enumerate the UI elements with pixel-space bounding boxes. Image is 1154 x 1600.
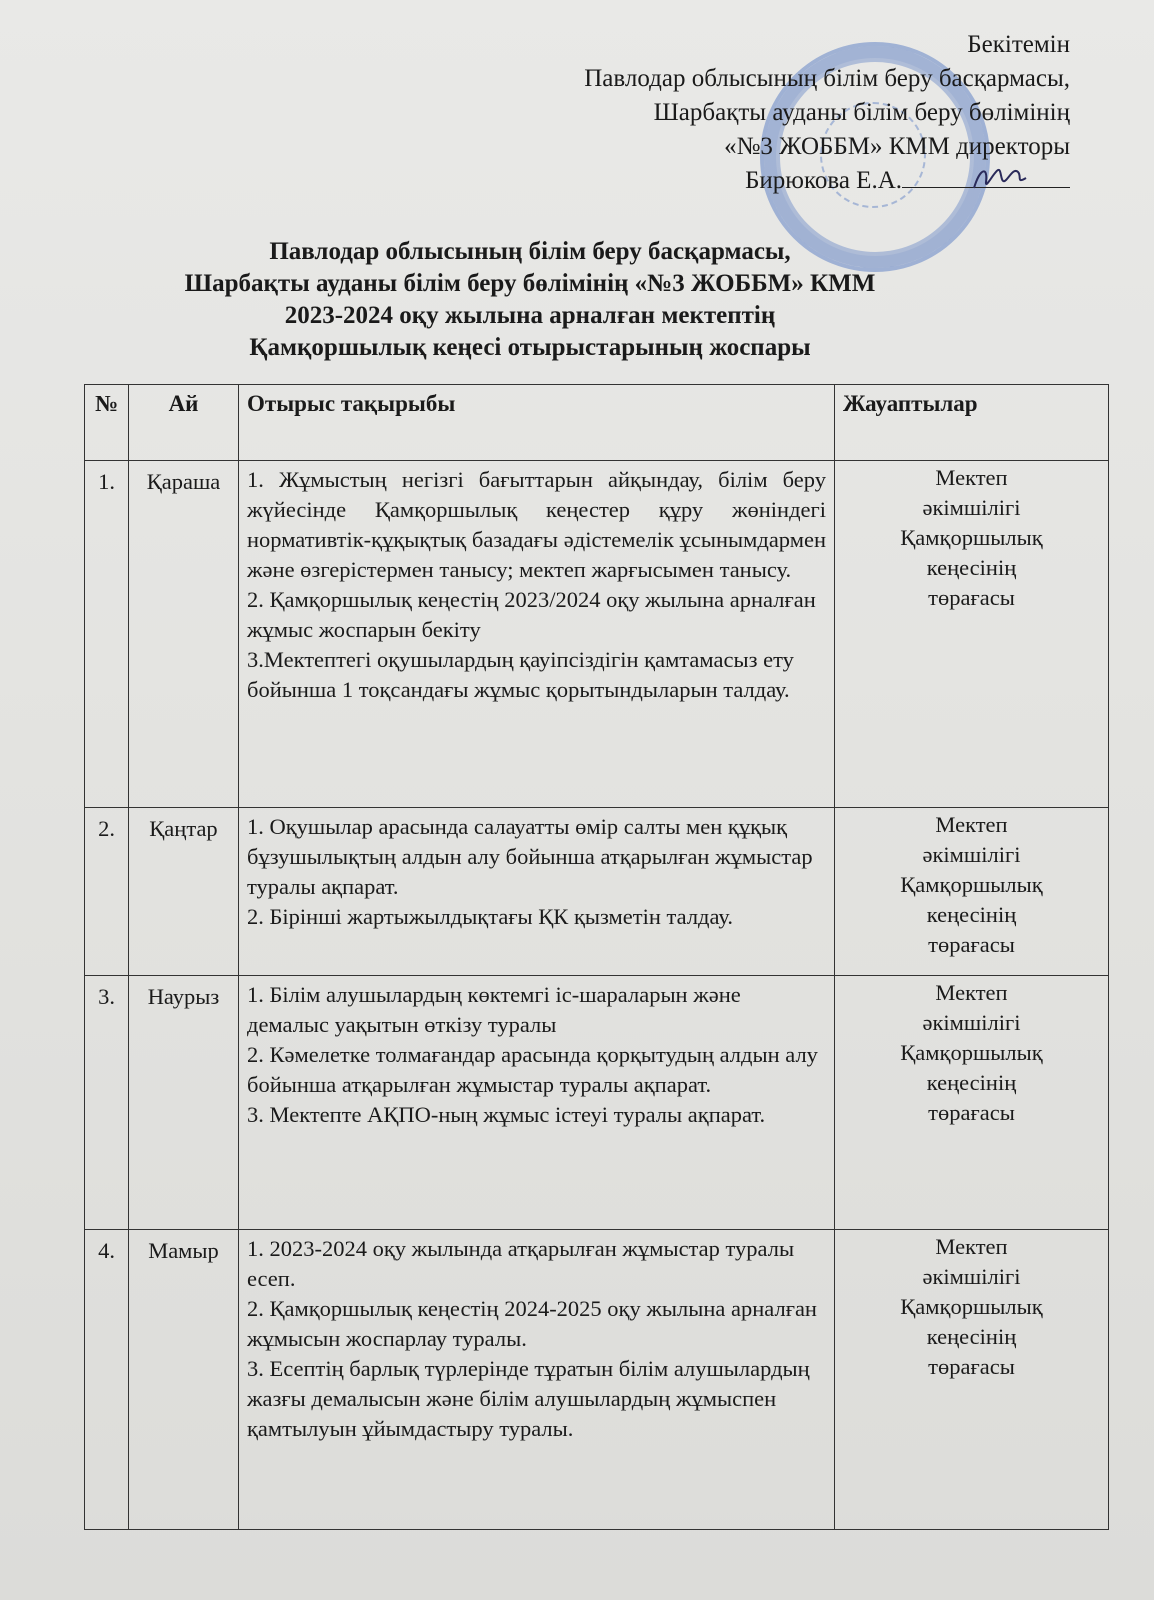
row-month: Наурыз [129, 976, 239, 1230]
row-number: 2. [85, 808, 129, 976]
approval-position: «№3 ЖОББМ» КММ директоры [724, 133, 1070, 160]
responsible-line: әкімшілігі [922, 842, 1021, 867]
responsible-line: төрағасы [928, 932, 1015, 957]
approval-heading: Бекітемін [967, 31, 1070, 58]
signatory-name: Бирюкова Е.А. [745, 167, 902, 194]
responsible-line: кеңесінің [926, 1070, 1017, 1095]
responsible-line: төрағасы [928, 1100, 1015, 1125]
title-line-1: Павлодар облысының білім беру басқармасы, [269, 238, 791, 265]
meetings-plan-table [84, 384, 1109, 1530]
topic-item: 1. Оқушылар арасында салауатты өмір салты мен құқық бұзушылықтың алдын алу бойынша атқарылған жұмыстар туралы ақпарат. [247, 814, 813, 899]
topic-item: 1. Білім алушылардың көктемгі іс-шараларын және демалыс уақытын өткізу туралы [247, 982, 741, 1037]
responsible-line: төрағасы [928, 585, 1015, 610]
row-month: Қаңтар [129, 808, 239, 976]
topic-item: 1. 2023-2024 оқу жылында атқарылған жұмыстар туралы есеп. [247, 1236, 795, 1291]
row-number: 4. [85, 1230, 129, 1530]
responsible-line: Қамқоршылық [900, 525, 1043, 550]
responsible-line: кеңесінің [926, 1324, 1017, 1349]
responsible-line: әкімшілігі [922, 1264, 1021, 1289]
row-topic [239, 808, 835, 976]
row-responsible [835, 808, 1109, 976]
table-row [85, 461, 1109, 808]
header-number: № [85, 385, 129, 461]
topic-item: 2. Қамқоршылық кеңестің 2023/2024 оқу жылына арналған жұмыс жоспарын бекіту [247, 587, 816, 642]
table-row [85, 808, 1109, 976]
approval-department: Шарбақты ауданы білім беру бөлімінің [653, 99, 1070, 126]
handwritten-signature [970, 162, 1030, 196]
responsible-line: Қамқоршылық [900, 1040, 1043, 1065]
topic-item: 3. Мектепте АҚПО-ның жұмыс істеуі туралы ақпарат. [247, 1102, 766, 1127]
responsible-line: кеңесінің [926, 555, 1017, 580]
header-topic: Отырыс тақырыбы [239, 385, 835, 461]
responsible-line: Мектеп [935, 1234, 1008, 1259]
responsible-line: төрағасы [928, 1354, 1015, 1379]
row-month: Мамыр [129, 1230, 239, 1530]
title-line-2: Шарбақты ауданы білім беру бөлімінің «№3 ЖОББМ» КММ [184, 270, 876, 297]
approval-org: Павлодар облысының білім беру басқармасы, [584, 65, 1070, 92]
responsible-line: Қамқоршылық [900, 872, 1043, 897]
row-number: 3. [85, 976, 129, 1230]
topic-item: 2. Қамқоршылық кеңестің 2024-2025 оқу жылына арналған жұмысын жоспарлау туралы. [247, 1296, 817, 1351]
responsible-line: Қамқоршылық [900, 1294, 1043, 1319]
topic-item: 3.Мектептегі оқушылардың қауіпсіздігін қамтамасыз ету бойынша 1 тоқсандағы жұмыс қорытындыларын талдау. [247, 647, 794, 702]
table-row [85, 976, 1109, 1230]
header-responsible: Жауаптылар [835, 385, 1109, 461]
header-month: Ай [129, 385, 239, 461]
row-number: 1. [85, 461, 129, 808]
responsible-line: Мектеп [935, 980, 1008, 1005]
row-responsible [835, 1230, 1109, 1530]
responsible-line: кеңесінің [926, 902, 1017, 927]
row-month: Қараша [129, 461, 239, 808]
row-responsible [835, 976, 1109, 1230]
row-topic [239, 976, 835, 1230]
table-header-row [85, 385, 1109, 461]
responsible-line: Мектеп [935, 465, 1008, 490]
topic-item: 2. Кәмелетке толмағандар арасында қорқытудың алдын алу бойынша атқарылған жұмыстар туралы ақпарат. [247, 1042, 818, 1097]
topic-item: 3. Есептің барлық түрлерінде тұратын білім алушылардың жазғы демалысын және білім алушылардың жұмыспен қамтылуын ұйымдастыру туралы. [247, 1356, 810, 1441]
topic-item: 2. Бірінші жартыжылдықтағы ҚК қызметін талдау. [247, 904, 733, 929]
topic-item: 1. Жұмыстың негізгі бағыттарын айқындау, білім беру жүйесінде Қамқоршылық кеңестер құру жөніндегі нормативтік-құқықтық базадағы әдістемелік ұсынымдармен және өзгерістермен танысу; мектеп жарғысымен танысу. [247, 467, 826, 582]
table-row [85, 1230, 1109, 1530]
responsible-line: әкімшілігі [922, 1010, 1021, 1035]
responsible-line: Мектеп [935, 812, 1008, 837]
row-topic [239, 1230, 835, 1530]
title-line-4: Қамқоршылық кеңесі отырыстарының жоспары [249, 334, 811, 361]
document-title [150, 236, 910, 364]
row-responsible [835, 461, 1109, 808]
row-topic [239, 461, 835, 808]
title-line-3: 2023-2024 оқу жылына арналған мектептің [284, 302, 776, 329]
responsible-line: әкімшілігі [922, 495, 1021, 520]
